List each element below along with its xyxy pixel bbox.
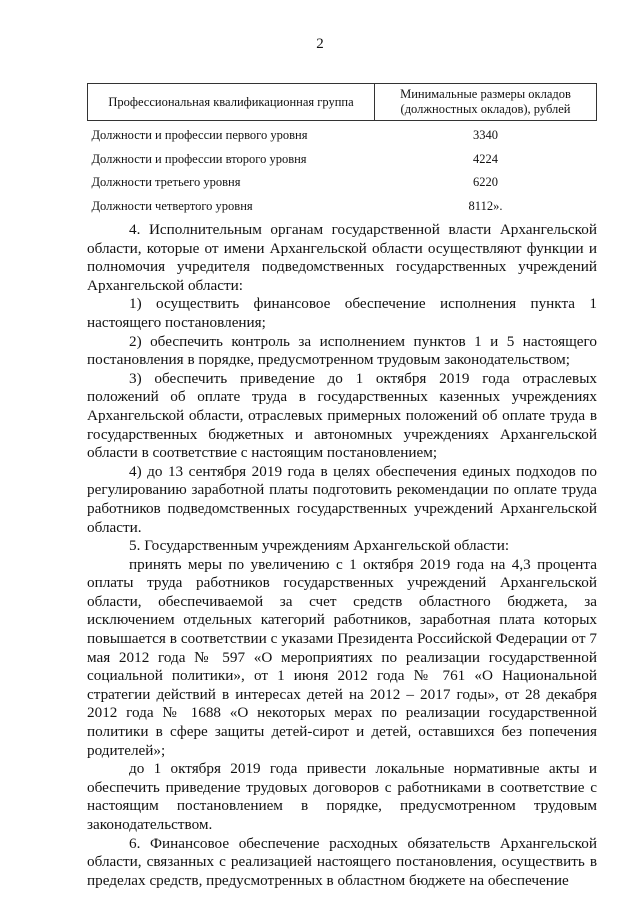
row-group: Должности четвертого уровня xyxy=(91,198,253,213)
row-salary: 3340 xyxy=(473,128,498,142)
header-salary: Минимальные размеры окладов (должностных окладов), рублей xyxy=(375,84,597,121)
page-number: 2 xyxy=(316,36,324,52)
paragraph-item-6: 6. Финансовое обеспечение расходных обязательств Архангельской области, связанных с реализацией настоящего постановления, осуществить в пределах средств, предусмотренных в областном бюджете на обеспечение xyxy=(87,834,597,889)
table-row xyxy=(88,121,597,148)
row-salary: 4224 xyxy=(473,151,498,166)
row-group: Должности третьего уровня xyxy=(91,175,241,189)
paragraph-item-5-a: принять меры по увеличению с 1 октября 2019 года на 4,3 процента оплаты труда работников государственных учреждений Архангельской области, обеспечиваемой за счет средств областного бюджета, за исключением отдельных категорий работников, заработная плата которых повышается в соответствии с указами Президента Российской Федерации от 7 мая 2012 года № 597 «О мероприятиях по реализации государственной социальной политики», от 1 июня 2012 года № 761 «О Национальной стратегии действий в интересах детей на 2012 – 2017 годы», от 28 декабря 2012 года № 1688 «О некоторых мерах по реализации государственной политики в сфере защиты детей-сирот и детей, оставшихся без попечения родителей»; xyxy=(87,555,597,759)
document-body xyxy=(87,221,597,890)
table-header-row xyxy=(88,84,597,121)
table-row xyxy=(88,195,597,219)
row-group: Должности и профессии второго уровня xyxy=(91,151,307,166)
table-row xyxy=(88,171,597,195)
paragraph-sub-1: 1) осуществить финансовое обеспечение исполнения пункта 1 настоящего постановления; xyxy=(87,295,597,331)
row-salary: 8112». xyxy=(468,198,503,213)
header-group: Профессиональная квалификационная группа xyxy=(88,84,375,121)
row-salary: 6220 xyxy=(473,175,498,189)
paragraph-sub-2: 2) обеспечить контроль за исполнением пунктов 1 и 5 настоящего постановления в порядке, предусмотренном трудовым законодательством; xyxy=(87,332,597,369)
paragraph-sub-3: 3) обеспечить приведение до 1 октября 2019 года отраслевых положений об оплате труда в государственных казенных учреждениях Архангельской области, отраслевых примерных положений об оплате труда в государственных бюджетных и автономных учреждениях Архангельской области в соответствие с настоящим постановлением; xyxy=(87,369,597,462)
paragraph-item-5: 5. Государственным учреждениям Архангельской области: xyxy=(129,537,510,555)
paragraph-sub-4: 4) до 13 сентября 2019 года в целях обеспечения единых подходов по регулированию заработной платы подготовить рекомендации по оплате труда работников подведомственных государственных учреждений Архангельской области. xyxy=(87,462,597,536)
table-row xyxy=(88,148,597,172)
row-group: Должности и профессии первого уровня xyxy=(91,128,308,142)
salary-table xyxy=(87,83,597,218)
paragraph-item-4: 4. Исполнительным органам государственной власти Архангельской области, которые от имени Архангельской области осуществляют функции и полномочия учредителя подведомственных государственных учреждений Архангельской области: xyxy=(87,221,597,294)
paragraph-item-5-b: до 1 октября 2019 года привести локальные нормативные акты и обеспечить приведение трудовых договоров с работниками в соответствие с настоящим постановлением в порядке, предусмотренном трудовым законодательством. xyxy=(87,760,597,833)
